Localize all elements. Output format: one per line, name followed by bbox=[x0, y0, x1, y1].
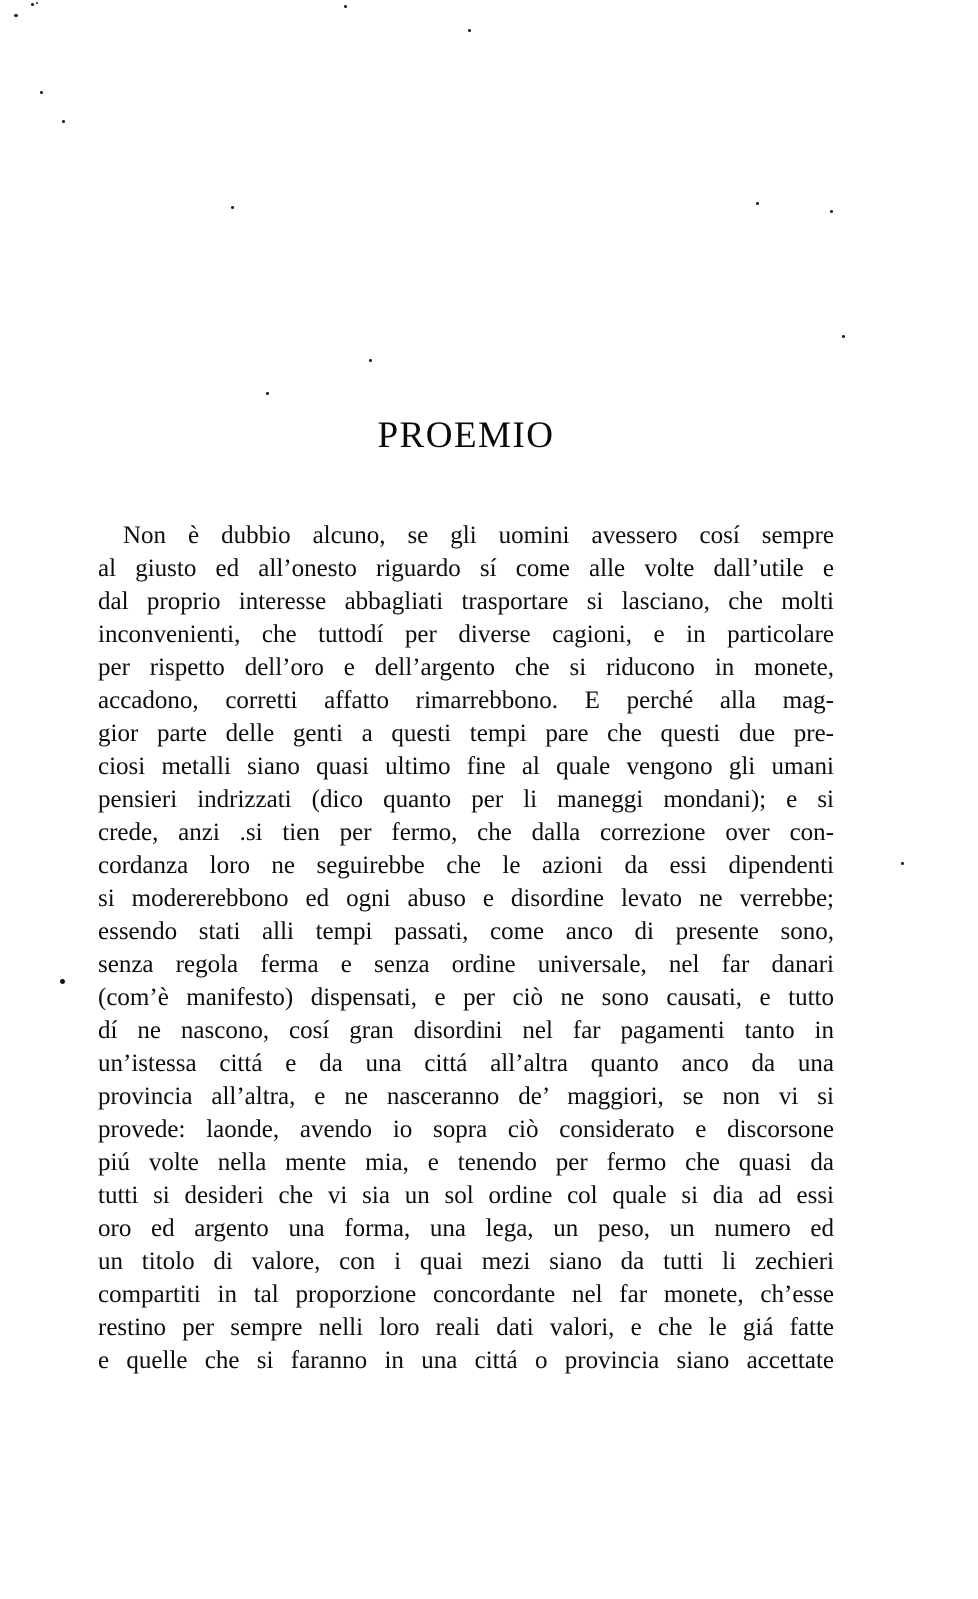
text-line: dí ne nascono, cosí gran disordini nel far pagamenti tanto in bbox=[98, 1017, 834, 1044]
text-line: provincia all’altra, e ne nasceranno de’ maggiori, se non vi si bbox=[98, 1083, 834, 1110]
text-line: accadono, corretti affatto rimarrebbono. E perché alla mag- bbox=[98, 687, 834, 714]
left-margin-dot bbox=[60, 979, 65, 984]
text-line: cordanza loro ne seguirebbe che le azioni da essi dipendenti bbox=[98, 852, 834, 879]
scan-speck bbox=[468, 29, 471, 32]
scan-speck bbox=[344, 5, 347, 8]
scan-speck bbox=[369, 359, 372, 362]
text-line: gior parte delle genti a questi tempi pare che questi due pre- bbox=[98, 720, 834, 747]
scan-speck bbox=[36, 2, 38, 4]
scan-speck bbox=[756, 202, 759, 205]
text-line: crede, anzi .si tien per fermo, che dalla correzione over con- bbox=[98, 819, 834, 846]
scan-speck bbox=[830, 210, 833, 213]
scan-speck bbox=[901, 862, 904, 865]
scan-speck bbox=[842, 335, 845, 338]
text-line: si modererebbono ed ogni abuso e disordine levato ne verrebbe; bbox=[98, 885, 834, 912]
scan-speck bbox=[31, 3, 34, 6]
paragraph bbox=[98, 519, 834, 1377]
text-line: restino per sempre nelli loro reali dati valori, e che le giá fatte bbox=[98, 1314, 834, 1341]
text-line: tutti si desideri che vi sia un sol ordine col quale si dia ad essi bbox=[98, 1182, 834, 1209]
scan-speck bbox=[14, 14, 18, 17]
scan-speck bbox=[231, 206, 234, 209]
text-line: essendo stati alli tempi passati, come anco di presente sono, bbox=[98, 918, 834, 945]
text-line: compartiti in tal proporzione concordante nel far monete, ch’esse bbox=[98, 1281, 834, 1308]
text-line: dal proprio interesse abbagliati trasportare si lasciano, che molti bbox=[98, 588, 834, 615]
text-line: un’istessa cittá e da una cittá all’altra quanto anco da una bbox=[98, 1050, 834, 1077]
text-line: (com’è manifesto) dispensati, e per ciò ne sono causati, e tutto bbox=[98, 984, 834, 1011]
text-line: e quelle che si faranno in una cittá o provincia siano accettate bbox=[98, 1347, 834, 1374]
text-line: senza regola ferma e senza ordine universale, nel far danari bbox=[98, 951, 834, 978]
text-line: inconvenienti, che tuttodí per diverse cagioni, e in particolare bbox=[98, 621, 834, 648]
text-line: ciosi metalli siano quasi ultimo fine al quale vengono gli umani bbox=[98, 753, 834, 780]
text-line: piú volte nella mente mia, e tenendo per fermo che quasi da bbox=[98, 1149, 834, 1176]
text-line: un titolo di valore, con i quai mezi siano da tutti li zechieri bbox=[98, 1248, 834, 1275]
text-line: oro ed argento una forma, una lega, un peso, un numero ed bbox=[98, 1215, 834, 1242]
text-line: pensieri indrizzati (dico quanto per li maneggi mondani); e si bbox=[98, 786, 834, 813]
text-block bbox=[98, 415, 834, 1377]
text-line: provede: laonde, avendo io sopra ciò considerato e discorsone bbox=[98, 1116, 834, 1143]
scan-speck bbox=[266, 392, 269, 395]
page-title: PROEMIO bbox=[377, 415, 555, 456]
text-line: Non è dubbio alcuno, se gli uomini avessero cosí sempre bbox=[123, 522, 834, 549]
scan-speck bbox=[62, 120, 65, 123]
scan-speck bbox=[40, 91, 43, 94]
text-line: per rispetto dell’oro e dell’argento che si riducono in monete, bbox=[98, 654, 834, 681]
text-line: al giusto ed all’onesto riguardo sí come alle volte dall’utile e bbox=[98, 555, 834, 582]
